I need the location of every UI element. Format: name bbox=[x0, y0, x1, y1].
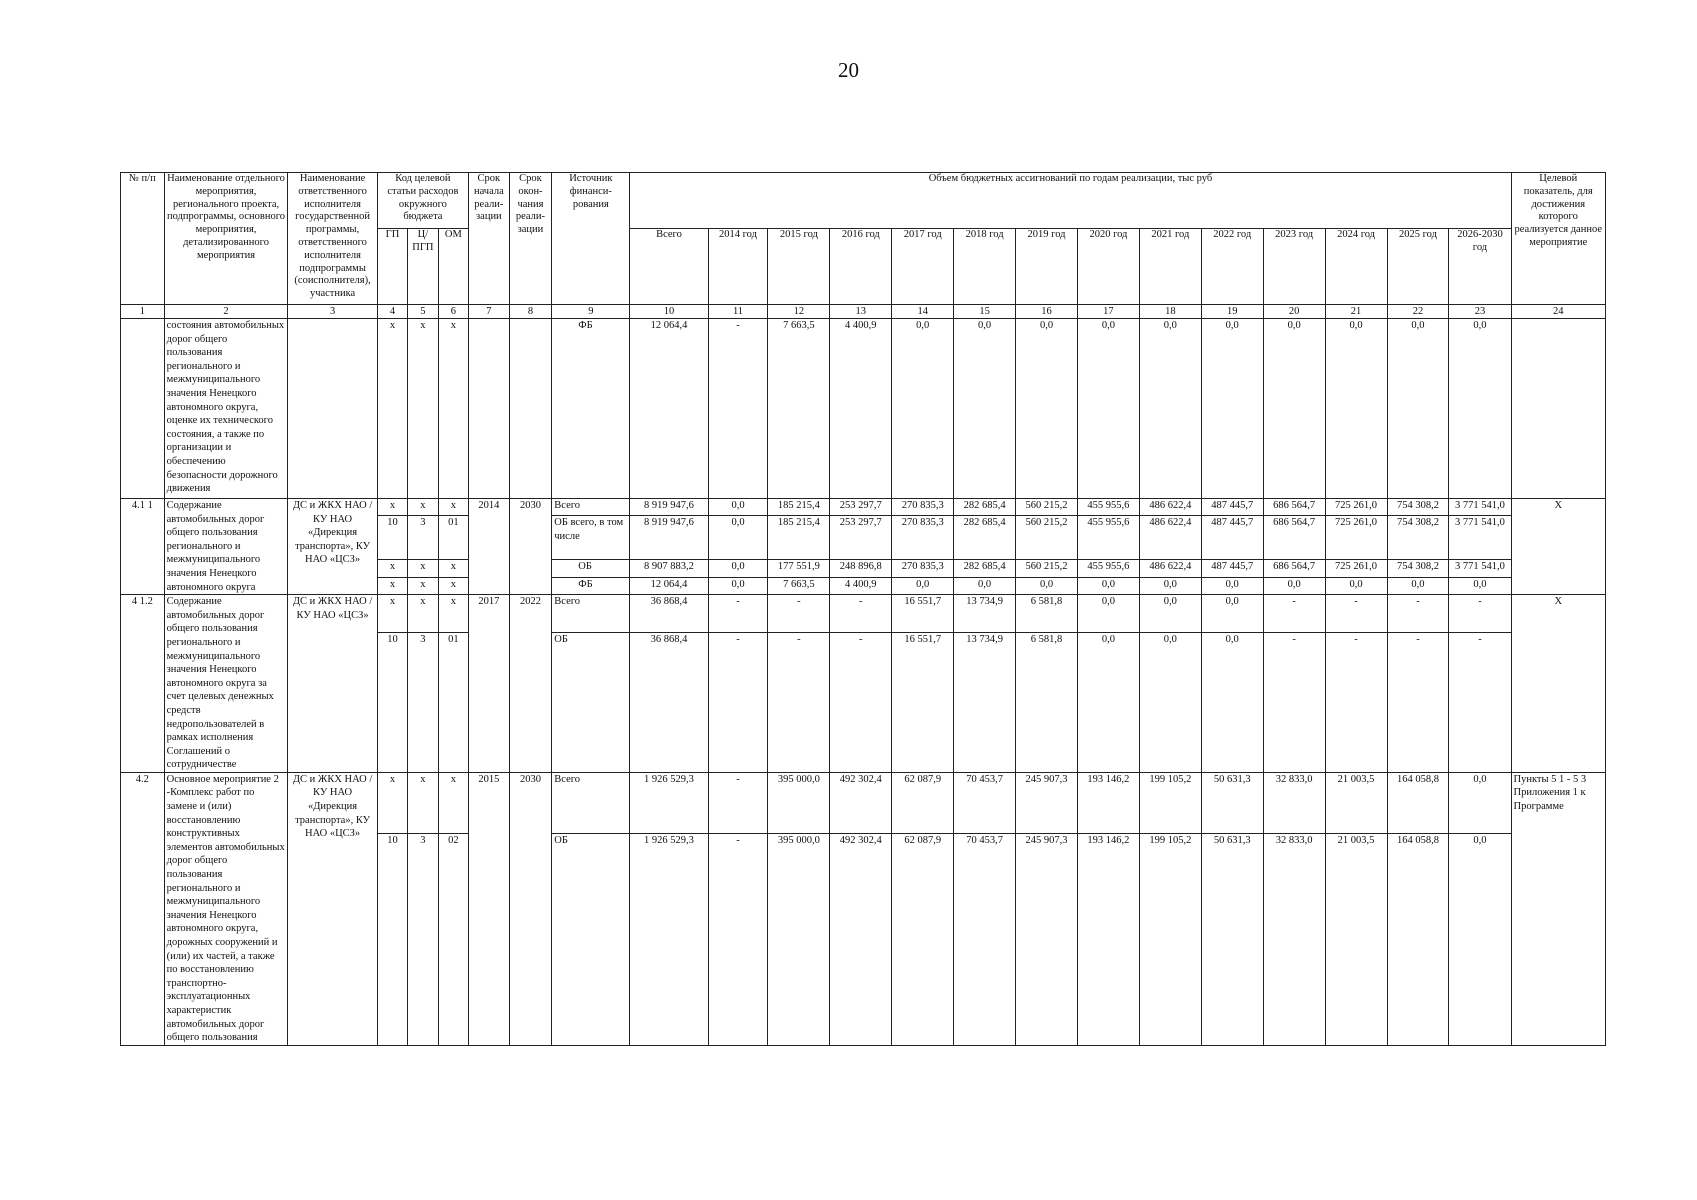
item-number: 4.2 bbox=[121, 772, 165, 1045]
amount-year: - bbox=[1263, 595, 1325, 633]
column-number: 2 bbox=[164, 305, 288, 319]
funding-source: Всего bbox=[552, 772, 630, 834]
amount-year: - bbox=[708, 633, 768, 773]
amount-year: 0,0 bbox=[1077, 633, 1139, 773]
amount-year: 6 581,8 bbox=[1016, 595, 1078, 633]
amount-total: 12 064,4 bbox=[630, 319, 708, 499]
amount-year: 686 564,7 bbox=[1263, 499, 1325, 516]
code-gp: 10 bbox=[377, 834, 407, 1045]
amount-year: 560 215,2 bbox=[1016, 499, 1078, 516]
amount-year: 3 771 541,0 bbox=[1449, 499, 1511, 516]
column-number: 4 bbox=[377, 305, 407, 319]
amount-total: 1 926 529,3 bbox=[630, 772, 708, 834]
amount-year: 3 771 541,0 bbox=[1449, 516, 1511, 560]
code-gp: x bbox=[377, 577, 407, 594]
amount-year: 0,0 bbox=[1325, 577, 1387, 594]
item-start-year bbox=[469, 319, 510, 499]
item-end-year: 2030 bbox=[509, 772, 552, 1045]
amount-year: 193 146,2 bbox=[1077, 772, 1139, 834]
amount-year: 725 261,0 bbox=[1325, 499, 1387, 516]
amount-year: 0,0 bbox=[1449, 577, 1511, 594]
amount-year: 0,0 bbox=[708, 577, 768, 594]
code-pp: x bbox=[408, 772, 438, 834]
amount-year: 50 631,3 bbox=[1201, 772, 1263, 834]
amount-year: - bbox=[708, 772, 768, 834]
code-om: x bbox=[438, 577, 468, 594]
column-number: 23 bbox=[1449, 305, 1511, 319]
amount-year: 282 685,4 bbox=[954, 499, 1016, 516]
amount-year: 455 955,6 bbox=[1077, 516, 1139, 560]
code-om: 01 bbox=[438, 516, 468, 560]
amount-year: 395 000,0 bbox=[768, 834, 830, 1045]
amount-year: 0,0 bbox=[1077, 595, 1139, 633]
column-number: 22 bbox=[1387, 305, 1449, 319]
amount-total: 8 919 947,6 bbox=[630, 499, 708, 516]
code-pp: 3 bbox=[408, 516, 438, 560]
amount-year: 486 622,4 bbox=[1139, 560, 1201, 577]
target-indicator: Пункты 5 1 - 5 3 Приложения 1 к Программе bbox=[1511, 772, 1606, 1045]
code-gp: 10 bbox=[377, 633, 407, 773]
code-gp: x bbox=[377, 595, 407, 633]
header-source: Источник финанси-рования bbox=[552, 173, 630, 305]
amount-year: 62 087,9 bbox=[892, 834, 954, 1045]
column-number: 11 bbox=[708, 305, 768, 319]
code-om: x bbox=[438, 499, 468, 516]
code-gp: x bbox=[377, 499, 407, 516]
amount-year: 725 261,0 bbox=[1325, 516, 1387, 560]
amount-year: 253 297,7 bbox=[830, 516, 892, 560]
amount-year: 0,0 bbox=[1201, 595, 1263, 633]
header-year: 2014 год bbox=[708, 229, 768, 305]
amount-year: - bbox=[1387, 595, 1449, 633]
item-end-year: 2030 bbox=[509, 499, 552, 595]
code-gp: 10 bbox=[377, 516, 407, 560]
funding-source: Всего bbox=[552, 595, 630, 633]
amount-year: 245 907,3 bbox=[1016, 834, 1078, 1045]
item-start-year: 2017 bbox=[469, 595, 510, 773]
amount-year: 0,0 bbox=[1077, 577, 1139, 594]
amount-year: 754 308,2 bbox=[1387, 499, 1449, 516]
code-gp: x bbox=[377, 772, 407, 834]
header-responsible: Наименование ответственного исполнителя государственной программы, ответственного исполнителя подпрограммы (соисполнителя), участника bbox=[288, 173, 377, 305]
column-number: 19 bbox=[1201, 305, 1263, 319]
table-body bbox=[121, 319, 1606, 1046]
amount-year: 0,0 bbox=[1201, 319, 1263, 499]
column-number: 20 bbox=[1263, 305, 1325, 319]
column-number: 6 bbox=[438, 305, 468, 319]
header-year: 2015 год bbox=[768, 229, 830, 305]
amount-year: 0,0 bbox=[1449, 319, 1511, 499]
header-year: 2020 год bbox=[1077, 229, 1139, 305]
amount-year: 487 445,7 bbox=[1201, 516, 1263, 560]
header-volume: Объем бюджетных ассигнований по годам реализации, тыс руб bbox=[630, 173, 1511, 229]
item-number: 4.1 1 bbox=[121, 499, 165, 595]
amount-year: 13 734,9 bbox=[954, 633, 1016, 773]
amount-year: 0,0 bbox=[892, 319, 954, 499]
code-pp: x bbox=[408, 499, 438, 516]
column-number: 1 bbox=[121, 305, 165, 319]
amount-year: - bbox=[708, 319, 768, 499]
amount-year: 3 771 541,0 bbox=[1449, 560, 1511, 577]
header-indicator: Целевой показатель, для достижения которого реализуется данное мероприятие bbox=[1511, 173, 1606, 305]
header-no: № п/п bbox=[121, 173, 165, 305]
amount-year: 177 551,9 bbox=[768, 560, 830, 577]
amount-year: - bbox=[1387, 633, 1449, 773]
column-number: 5 bbox=[408, 305, 438, 319]
amount-year: 50 631,3 bbox=[1201, 834, 1263, 1045]
amount-year: 0,0 bbox=[708, 560, 768, 577]
amount-total: 36 868,4 bbox=[630, 633, 708, 773]
amount-year: 487 445,7 bbox=[1201, 499, 1263, 516]
amount-year: 0,0 bbox=[1139, 577, 1201, 594]
header-year: 2023 год bbox=[1263, 229, 1325, 305]
amount-year: 0,0 bbox=[1016, 319, 1078, 499]
amount-year: 486 622,4 bbox=[1139, 516, 1201, 560]
page-number: 20 bbox=[838, 58, 859, 82]
amount-year: 185 215,4 bbox=[768, 499, 830, 516]
amount-year: 270 835,3 bbox=[892, 499, 954, 516]
header-year: 2018 год bbox=[954, 229, 1016, 305]
amount-year: 0,0 bbox=[1387, 577, 1449, 594]
amount-year: - bbox=[1325, 633, 1387, 773]
amount-year: 32 833,0 bbox=[1263, 772, 1325, 834]
amount-year: 492 302,4 bbox=[830, 834, 892, 1045]
code-om: x bbox=[438, 319, 468, 499]
amount-year: - bbox=[830, 633, 892, 773]
amount-year: 0,0 bbox=[1263, 577, 1325, 594]
code-pp: 3 bbox=[408, 633, 438, 773]
amount-year: 0,0 bbox=[1139, 319, 1201, 499]
column-number: 3 bbox=[288, 305, 377, 319]
amount-total: 8 907 883,2 bbox=[630, 560, 708, 577]
amount-year: - bbox=[1449, 633, 1511, 773]
header-code-om: ОМ bbox=[438, 229, 468, 305]
amount-year: 13 734,9 bbox=[954, 595, 1016, 633]
header-code: Код целевой статьи расходов окружного бюджета bbox=[377, 173, 468, 229]
header-year: 2025 год bbox=[1387, 229, 1449, 305]
header-year: 2019 год bbox=[1016, 229, 1078, 305]
amount-year: 70 453,7 bbox=[954, 834, 1016, 1045]
budget-table bbox=[120, 172, 1606, 1046]
column-number: 10 bbox=[630, 305, 708, 319]
amount-year: 6 581,8 bbox=[1016, 633, 1078, 773]
header-end: Срок окон-чания реали-зации bbox=[509, 173, 552, 305]
item-end-year bbox=[509, 319, 552, 499]
amount-year: 16 551,7 bbox=[892, 633, 954, 773]
amount-year: 754 308,2 bbox=[1387, 560, 1449, 577]
column-number: 14 bbox=[892, 305, 954, 319]
funding-source: ОБ bbox=[552, 560, 630, 577]
amount-year: 70 453,7 bbox=[954, 772, 1016, 834]
code-pp: x bbox=[408, 577, 438, 594]
amount-year: - bbox=[708, 595, 768, 633]
target-indicator bbox=[1511, 319, 1606, 499]
code-pp: x bbox=[408, 595, 438, 633]
amount-year: 0,0 bbox=[1201, 633, 1263, 773]
amount-year: 0,0 bbox=[1139, 633, 1201, 773]
item-responsible: ДС и ЖКХ НАО / КУ НАО «Дирекция транспорта», КУ НАО «ЦСЗ» bbox=[288, 772, 377, 1045]
amount-year: 245 907,3 bbox=[1016, 772, 1078, 834]
item-name: Основное мероприятие 2 -Комплекс работ по замене и (или) восстановлению конструктивных элементов автомобильных дорог общего пользования регионального и межмуниципального значения Ненецкого автономного округа, дорожных сооружений и (или) их частей, а также по восстановлению транспортно-эксплуатационных характеристик автомобильных дорог общего пользования bbox=[164, 772, 288, 1045]
amount-year: 686 564,7 bbox=[1263, 560, 1325, 577]
amount-year: 193 146,2 bbox=[1077, 834, 1139, 1045]
amount-year: 199 105,2 bbox=[1139, 834, 1201, 1045]
amount-year: 0,0 bbox=[1449, 834, 1511, 1045]
amount-year: - bbox=[830, 595, 892, 633]
code-om: x bbox=[438, 595, 468, 633]
column-number: 7 bbox=[469, 305, 510, 319]
item-start-year: 2014 bbox=[469, 499, 510, 595]
item-name: Содержание автомобильных дорог общего пользования регионального и межмуниципального значения Ненецкого автономного округа bbox=[164, 499, 288, 595]
header-code-gp: ГП bbox=[377, 229, 407, 305]
funding-source: ОБ всего, в том числе bbox=[552, 516, 630, 560]
column-number-row bbox=[121, 305, 1606, 319]
amount-total: 12 064,4 bbox=[630, 577, 708, 594]
column-number: 9 bbox=[552, 305, 630, 319]
header-name: Наименование отдельного мероприятия, регионального проекта, подпрограммы, основного мероприятия, детализированного мероприятия bbox=[164, 173, 288, 305]
amount-year: 7 663,5 bbox=[768, 319, 830, 499]
header-total: Всего bbox=[630, 229, 708, 305]
header-start: Срок начала реали-зации bbox=[469, 173, 510, 305]
amount-year: 4 400,9 bbox=[830, 319, 892, 499]
amount-year: - bbox=[768, 633, 830, 773]
code-gp: x bbox=[377, 319, 407, 499]
amount-year: 0,0 bbox=[892, 577, 954, 594]
amount-year: 0,0 bbox=[1387, 319, 1449, 499]
amount-year: 0,0 bbox=[708, 516, 768, 560]
amount-year: 0,0 bbox=[708, 499, 768, 516]
amount-year: 487 445,7 bbox=[1201, 560, 1263, 577]
amount-year: 560 215,2 bbox=[1016, 516, 1078, 560]
amount-year: 282 685,4 bbox=[954, 516, 1016, 560]
column-number: 8 bbox=[509, 305, 552, 319]
code-om: 01 bbox=[438, 633, 468, 773]
amount-year: 199 105,2 bbox=[1139, 772, 1201, 834]
table-row bbox=[121, 319, 1606, 499]
code-om: x bbox=[438, 560, 468, 577]
amount-year: 270 835,3 bbox=[892, 560, 954, 577]
header-year: 2024 год bbox=[1325, 229, 1387, 305]
amount-year: - bbox=[1449, 595, 1511, 633]
amount-year: 185 215,4 bbox=[768, 516, 830, 560]
item-responsible: ДС и ЖКХ НАО / КУ НАО «Дирекция транспорта», КУ НАО «ЦСЗ» bbox=[288, 499, 377, 595]
amount-year: - bbox=[708, 834, 768, 1045]
amount-year: 253 297,7 bbox=[830, 499, 892, 516]
amount-year: 7 663,5 bbox=[768, 577, 830, 594]
amount-year: 492 302,4 bbox=[830, 772, 892, 834]
funding-source: ОБ bbox=[552, 834, 630, 1045]
header-year: 2022 год bbox=[1201, 229, 1263, 305]
code-gp: x bbox=[377, 560, 407, 577]
column-number: 21 bbox=[1325, 305, 1387, 319]
amount-year: 0,0 bbox=[1263, 319, 1325, 499]
item-responsible bbox=[288, 319, 377, 499]
table-row bbox=[121, 772, 1606, 834]
amount-year: 21 003,5 bbox=[1325, 772, 1387, 834]
table-row bbox=[121, 499, 1606, 516]
amount-year: 270 835,3 bbox=[892, 516, 954, 560]
item-number: 4 1.2 bbox=[121, 595, 165, 773]
amount-year: 21 003,5 bbox=[1325, 834, 1387, 1045]
target-indicator: X bbox=[1511, 595, 1606, 773]
amount-year: 0,0 bbox=[1139, 595, 1201, 633]
item-number bbox=[121, 319, 165, 499]
item-end-year: 2022 bbox=[509, 595, 552, 773]
header-year: 2016 год bbox=[830, 229, 892, 305]
amount-year: 248 896,8 bbox=[830, 560, 892, 577]
column-number: 17 bbox=[1077, 305, 1139, 319]
amount-year: 560 215,2 bbox=[1016, 560, 1078, 577]
item-responsible: ДС и ЖКХ НАО / КУ НАО «ЦСЗ» bbox=[288, 595, 377, 773]
target-indicator: X bbox=[1511, 499, 1606, 595]
amount-year: 0,0 bbox=[1449, 772, 1511, 834]
amount-total: 36 868,4 bbox=[630, 595, 708, 633]
amount-year: 686 564,7 bbox=[1263, 516, 1325, 560]
header-code-pp: Ц/ПГП bbox=[408, 229, 438, 305]
amount-year: 486 622,4 bbox=[1139, 499, 1201, 516]
amount-year: 725 261,0 bbox=[1325, 560, 1387, 577]
amount-year: 0,0 bbox=[954, 319, 1016, 499]
header-year: 2026-2030 год bbox=[1449, 229, 1511, 305]
funding-source: Всего bbox=[552, 499, 630, 516]
amount-total: 1 926 529,3 bbox=[630, 834, 708, 1045]
amount-year: 395 000,0 bbox=[768, 772, 830, 834]
code-om: x bbox=[438, 772, 468, 834]
column-number: 15 bbox=[954, 305, 1016, 319]
table-row bbox=[121, 595, 1606, 633]
amount-year: 4 400,9 bbox=[830, 577, 892, 594]
header-year: 2021 год bbox=[1139, 229, 1201, 305]
amount-year: 32 833,0 bbox=[1263, 834, 1325, 1045]
code-pp: x bbox=[408, 319, 438, 499]
amount-year: 0,0 bbox=[1077, 319, 1139, 499]
funding-source: ОБ bbox=[552, 633, 630, 773]
amount-year: 16 551,7 bbox=[892, 595, 954, 633]
amount-year: 0,0 bbox=[1201, 577, 1263, 594]
header-year: 2017 год bbox=[892, 229, 954, 305]
amount-year: 754 308,2 bbox=[1387, 516, 1449, 560]
amount-year: - bbox=[1263, 633, 1325, 773]
amount-year: 164 058,8 bbox=[1387, 834, 1449, 1045]
amount-year: 0,0 bbox=[954, 577, 1016, 594]
funding-source: ФБ bbox=[552, 319, 630, 499]
amount-total: 8 919 947,6 bbox=[630, 516, 708, 560]
column-number: 16 bbox=[1016, 305, 1078, 319]
column-number: 13 bbox=[830, 305, 892, 319]
amount-year: 164 058,8 bbox=[1387, 772, 1449, 834]
item-name: состояния автомобильных дорог общего пользования регионального и межмуниципального значения Ненецкого автономного округа, оценке их технического состояния, а также по организации и обеспечению безопасности дорожного движения bbox=[164, 319, 288, 499]
amount-year: - bbox=[768, 595, 830, 633]
amount-year: 282 685,4 bbox=[954, 560, 1016, 577]
amount-year: - bbox=[1325, 595, 1387, 633]
table-header bbox=[121, 173, 1606, 319]
column-number: 12 bbox=[768, 305, 830, 319]
amount-year: 455 955,6 bbox=[1077, 560, 1139, 577]
code-om: 02 bbox=[438, 834, 468, 1045]
column-number: 18 bbox=[1139, 305, 1201, 319]
column-number: 24 bbox=[1511, 305, 1606, 319]
amount-year: 62 087,9 bbox=[892, 772, 954, 834]
amount-year: 0,0 bbox=[1016, 577, 1078, 594]
code-pp: 3 bbox=[408, 834, 438, 1045]
item-start-year: 2015 bbox=[469, 772, 510, 1045]
code-pp: x bbox=[408, 560, 438, 577]
item-name: Содержание автомобильных дорог общего пользования регионального и межмуниципального значения Ненецкого автономного округа за счет целевых денежных средств недропользователей в рамках исполнения Соглашений о сотрудничестве bbox=[164, 595, 288, 773]
amount-year: 0,0 bbox=[1325, 319, 1387, 499]
funding-source: ФБ bbox=[552, 577, 630, 594]
amount-year: 455 955,6 bbox=[1077, 499, 1139, 516]
